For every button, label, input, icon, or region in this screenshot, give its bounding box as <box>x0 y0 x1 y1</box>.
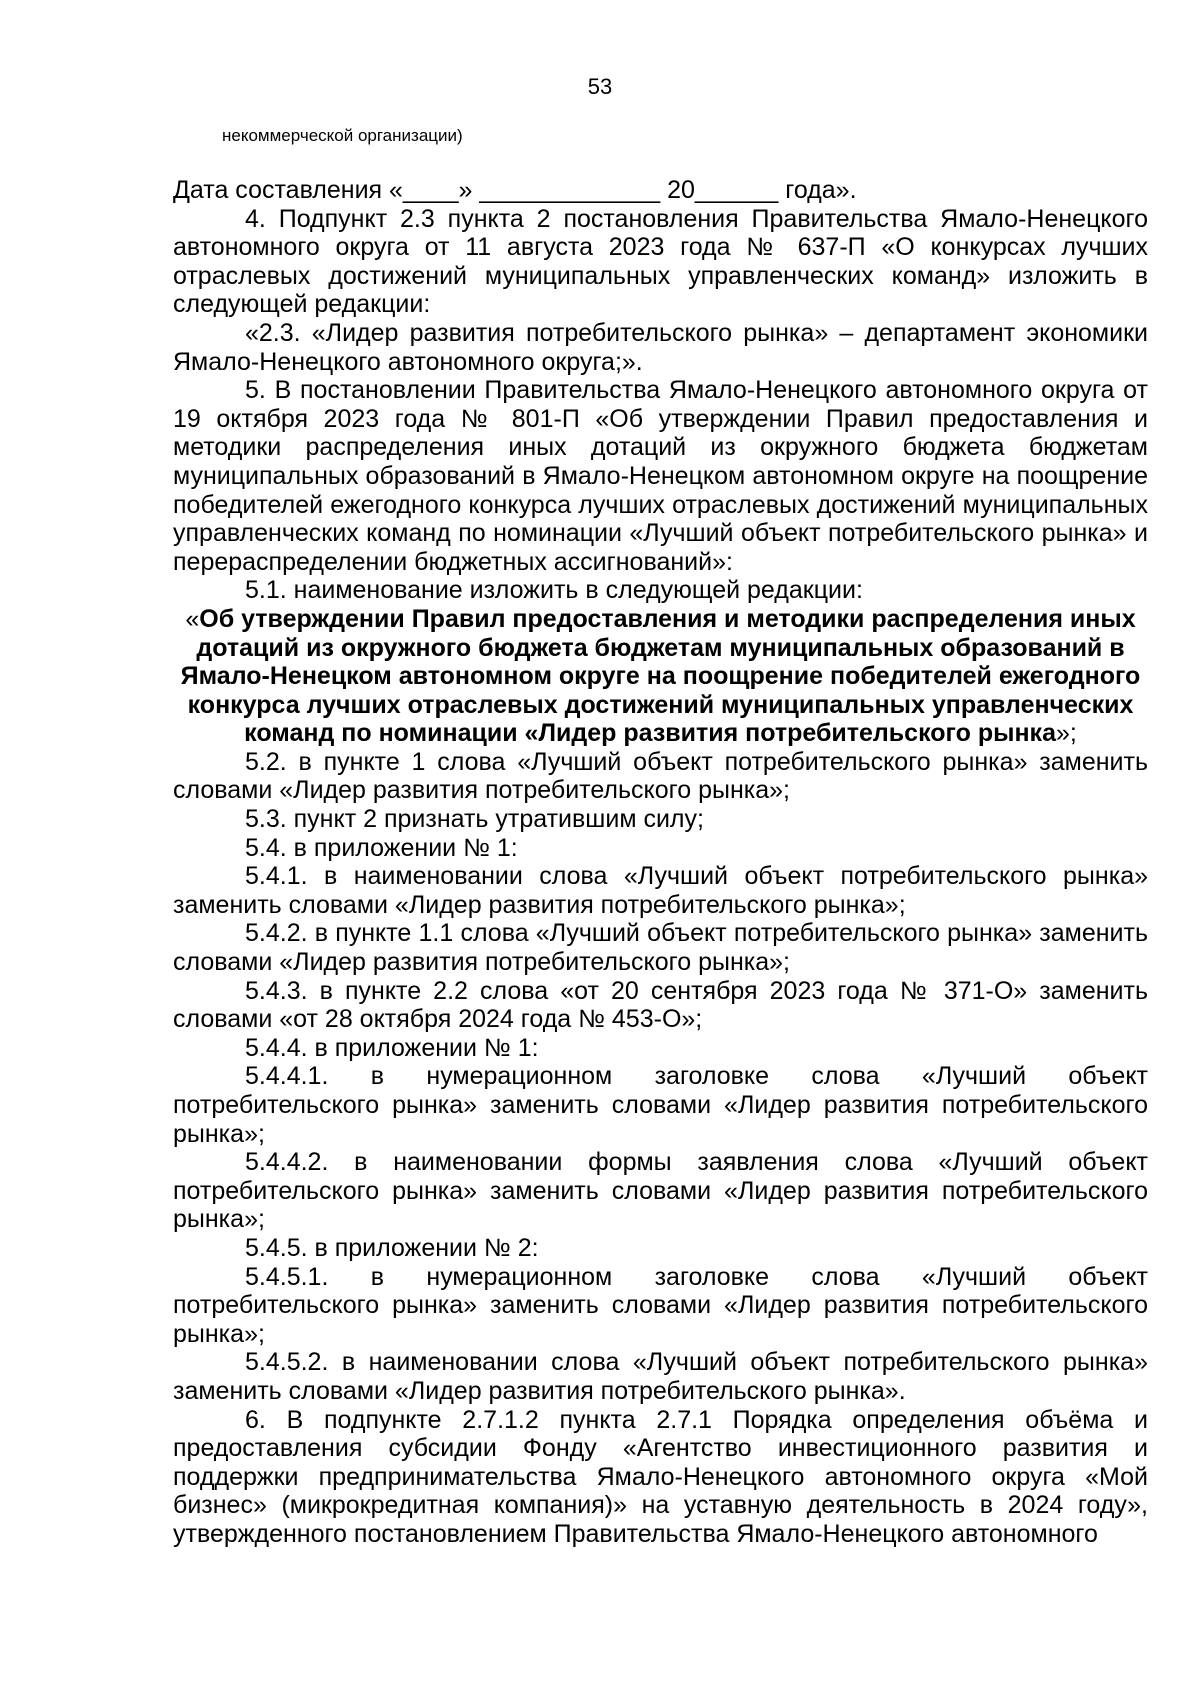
paragraph-item-5-4: 5.4. в приложении № 1: <box>245 833 518 862</box>
paragraph-item-5-4-5-1: 5.4.5.1. в нумерационном заголовке слова «Лучший объект потребительского рынка» заменить словами «Лидер развития потребительского рынка»; <box>173 1262 1148 1348</box>
paragraph-item-5-4-4-2: 5.4.4.2. в наименовании формы заявления слова «Лучший объект потребительского рынка» заменить словами «Лидер развития потребительского рынка»; <box>173 1148 1148 1234</box>
paragraph-item-5-4-4: 5.4.4. в приложении № 1: <box>245 1033 539 1062</box>
paragraph-item-5-4-1: 5.4.1. в наименовании слова «Лучший объект потребительского рынка» заменить словами «Лидер развития потребительского рынка»; <box>173 862 1148 919</box>
paragraph-item-5-4-2: 5.4.2. в пункте 1.1 слова «Лучший объект потребительского рынка» заменить словами «Лидер развития потребительского рынка»; <box>173 919 1148 977</box>
paragraph-item-5-3: 5.3. пункт 2 признать утратившим силу; <box>245 805 704 834</box>
heading-open-quote: « <box>185 604 200 633</box>
paragraph-item-4: 4. Подпункт 2.3 пункта 2 постановления Правительства Ямало-Ненецкого автономного округа от 11 августа 2023 года № 637-П «О конкурсах лучших отраслевых достижений муниципальных управленческих команд» изложить в следующей редакции: <box>173 204 1148 319</box>
paragraph-item-5-4-5-2: 5.4.5.2. в наименовании слова «Лучший объект потребительского рынка» заменить словами «Лидер развития потребительского рынка». <box>173 1348 1148 1405</box>
paragraph-item-2-3: «2.3. «Лидер развития потребительского рынка» – департамент экономики Ямало-Ненецкого автономного округа;». <box>173 318 1148 376</box>
paragraph-item-6: 6. В подпункте 2.7.1.2 пункта 2.7.1 Порядка определения объёма и предоставления субсидии Фонду «Агентство инвестиционного развития и поддержки предпринимательства Ямало-Ненецкого автономного округа «Мой бизнес» (микрокредитная компания)» на уставную деятельность в 2024 году», утвержденного постановлением Правительства Ямало-Ненецкого автономного <box>173 1405 1148 1548</box>
paragraph-item-5-4-4-1: 5.4.4.1. в нумерационном заголовке слова «Лучший объект потребительского рынка» заменить словами «Лидер развития потребительского рынка»; <box>173 1062 1148 1148</box>
heading-close: »; <box>1055 719 1077 748</box>
paragraph-item-5-4-5: 5.4.5. в приложении № 2: <box>245 1233 539 1262</box>
heading-text: Об утверждении Правил предоставления и методики распределения иных дотаций из окружного бюджета бюджетам муниципальных образований в Ямало-Ненецком автономном округе на поощрение победителей ежегодного конкурса лучших отраслевых достижений муниципальных управленческих команд по номинации «Лидер развития потребительского рынка <box>180 604 1141 748</box>
date-line: Дата составления «____» _____________ 20______ года». <box>173 176 857 204</box>
paragraph-item-5-1: 5.1. наименование изложить в следующей редакции: <box>245 576 863 605</box>
field-caption: некоммерческой организации) <box>222 126 463 145</box>
paragraph-item-5: 5. В постановлении Правительства Ямало-Ненецкого автономного округа от 19 октября 2023 года № 801-П «Об утверждении Правил предоставления и методики распределения иных дотаций из окружного бюджета бюджетам муниципальных образований в Ямало-Ненецком автономном округе на поощрение победителей ежегодного конкурса лучших отраслевых достижений муниципальных управленческих команд по номинации «Лучший объект потребительского рынка» и перераспределении бюджетных ассигнований»: <box>173 376 1148 576</box>
new-title-heading <box>173 605 1148 748</box>
paragraph-item-5-4-3: 5.4.3. в пункте 2.2 слова «от 20 сентября 2023 года № 371-О» заменить словами «от 28 октября 2024 года № 453-О»; <box>173 976 1148 1034</box>
document-body <box>173 176 1148 1549</box>
paragraph-item-5-2: 5.2. в пункте 1 слова «Лучший объект потребительского рынка» заменить словами «Лидер развития потребительского рынка»; <box>173 747 1148 805</box>
page-number: 53 <box>587 74 613 99</box>
